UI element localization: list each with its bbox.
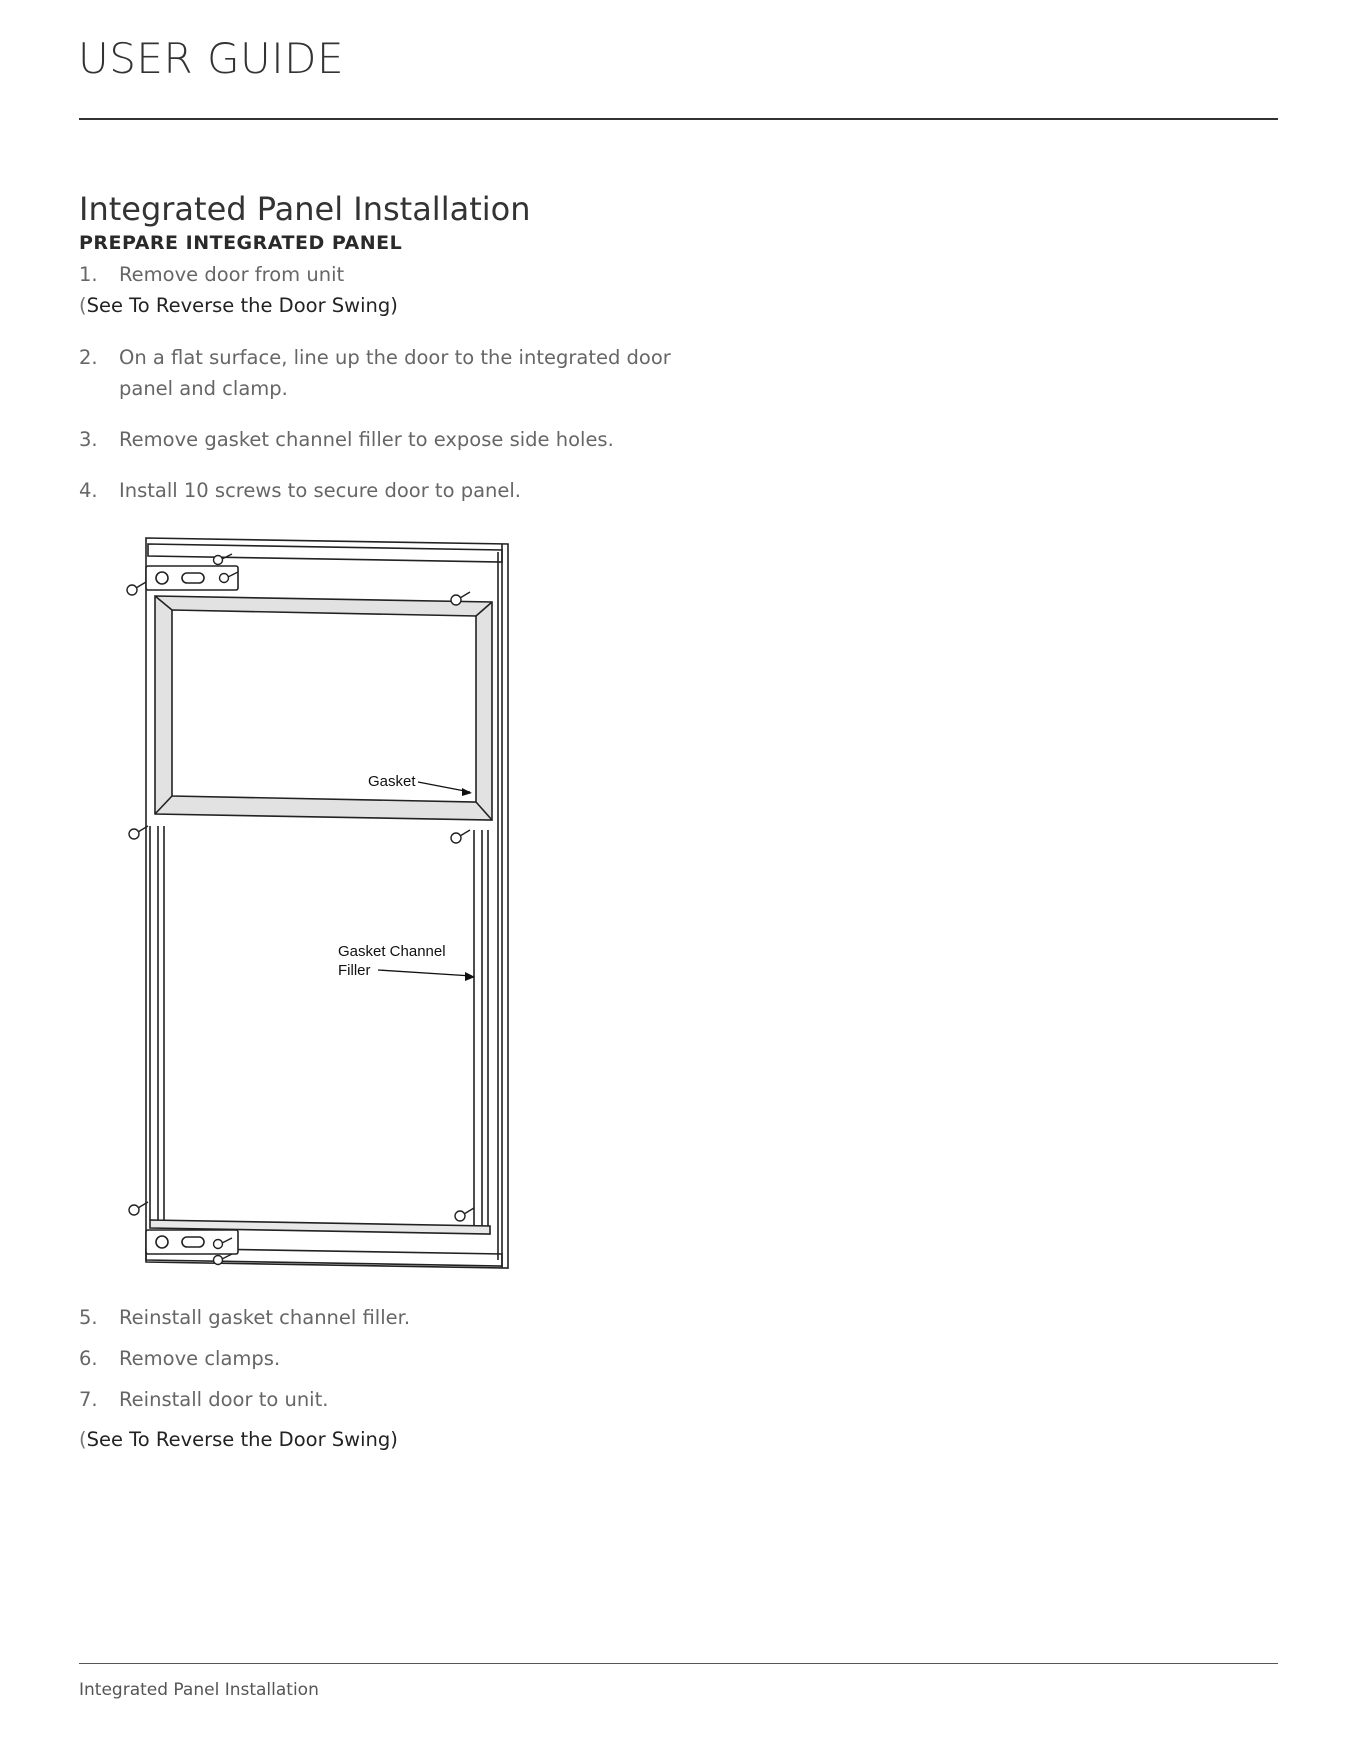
gasket-channel-filler-callout xyxy=(338,943,475,981)
step-item xyxy=(79,1343,679,1374)
step-number: 1. xyxy=(79,263,98,286)
step-item xyxy=(79,259,679,290)
step-number: 6. xyxy=(79,1347,98,1370)
top-rail xyxy=(148,544,502,562)
step-text: On a flat surface, line up the door to the integrated door panel and clamp. xyxy=(119,346,671,400)
page-header-title: USER GUIDE xyxy=(78,34,345,83)
gasket-label: Gasket xyxy=(368,773,416,790)
screw-icon xyxy=(455,1208,474,1221)
screw-icon xyxy=(214,554,233,565)
channel-filler-label-line1: Gasket Channel xyxy=(338,943,446,960)
step-item xyxy=(79,424,679,455)
step-number: 5. xyxy=(79,1306,98,1329)
step-number: 4. xyxy=(79,479,98,502)
section-title: Integrated Panel Installation xyxy=(79,190,531,228)
screw-icon xyxy=(451,830,470,843)
section-subtitle: PREPARE INTEGRATED PANEL xyxy=(79,232,403,254)
screw-icon xyxy=(129,1202,148,1215)
screw-icon xyxy=(129,826,148,839)
step-item xyxy=(79,475,679,506)
step-number: 2. xyxy=(79,346,98,369)
screw-icon xyxy=(127,582,146,595)
step-text: Remove door from unit xyxy=(119,263,345,286)
step-text: Remove gasket channel filler to expose side holes. xyxy=(119,428,614,451)
step-text: Reinstall gasket channel filler. xyxy=(119,1306,411,1329)
step-text: Remove clamps. xyxy=(119,1347,281,1370)
footer-text: Integrated Panel Installation xyxy=(79,1680,319,1700)
footer-divider xyxy=(79,1663,1278,1664)
channel-filler-label-line2: Filler xyxy=(338,962,371,979)
link-open-paren: ( xyxy=(79,294,87,317)
reverse-door-swing-link[interactable] xyxy=(79,1428,398,1451)
step-item xyxy=(79,1302,679,1333)
step-item xyxy=(79,342,679,404)
link-text[interactable]: See To Reverse the Door Swing) xyxy=(86,1428,398,1451)
header-divider xyxy=(79,118,1278,120)
door-panel-diagram xyxy=(110,530,530,1275)
step-text: Install 10 screws to secure door to panel. xyxy=(119,479,522,502)
link-open-paren: ( xyxy=(79,1428,87,1451)
reverse-door-swing-link[interactable] xyxy=(79,294,398,317)
step-number: 7. xyxy=(79,1388,98,1411)
step-text: Reinstall door to unit. xyxy=(119,1388,329,1411)
link-text[interactable]: See To Reverse the Door Swing) xyxy=(86,294,398,317)
step-number: 3. xyxy=(79,428,98,451)
step-item xyxy=(79,1384,679,1415)
